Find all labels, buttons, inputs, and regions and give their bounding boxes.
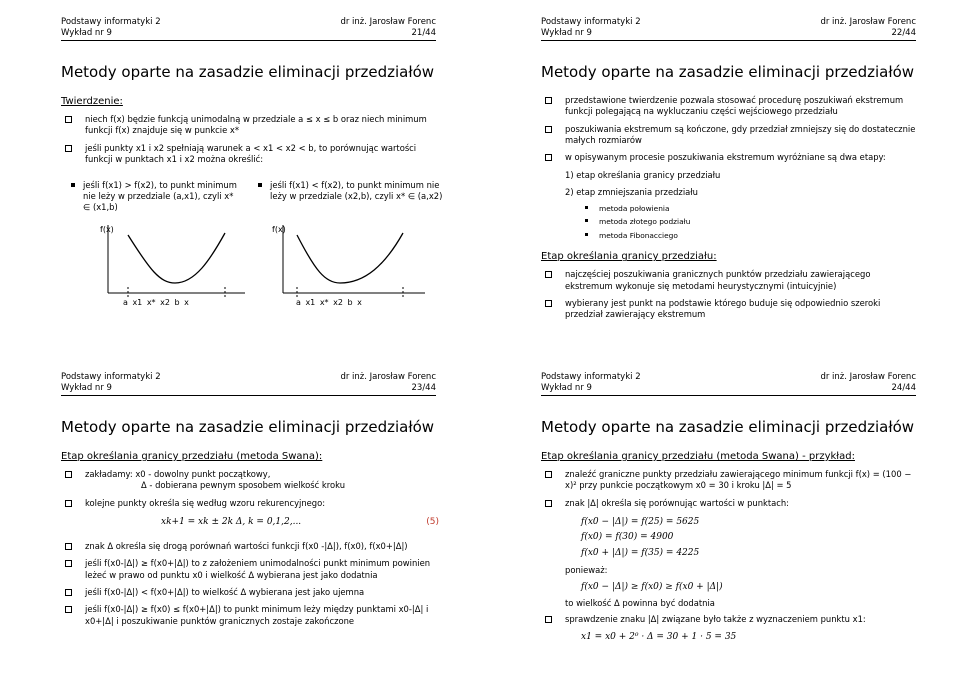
author: dr inż. Jarosław Forenc: [340, 372, 436, 382]
square-bullet-icon: [585, 219, 588, 222]
lecture-number: Wykład nr 9: [61, 383, 112, 393]
author: dr inż. Jarosław Forenc: [820, 17, 916, 27]
page-number: 22/44: [891, 28, 916, 38]
header-rule: [61, 395, 436, 396]
square-bullet-icon: [71, 183, 75, 187]
list-item: jeśli f(x0-|Δ|) < f(x0+|Δ|) to wielkość Δ wybierana jest jako ujemna: [61, 587, 439, 598]
lecture-number: Wykład nr 9: [541, 383, 592, 393]
list-item: poszukiwania ekstremum są kończone, gdy przedział zmniejszy się do dostatecznie małych rozmiarów: [541, 124, 919, 147]
course-name: Podstawy informatyki 2: [541, 372, 641, 382]
list-item: znaleźć graniczne punkty przedziału zawierającego minimum funkcji f(x) = (100 − x)² przy punkcie początkowym x0 = 30 i kroku |Δ| = 5: [541, 469, 919, 492]
subtitle: Twierdzenie:: [61, 96, 123, 107]
graph-xticks: a x1 x* x2 b x: [296, 298, 362, 307]
case-right: jeśli f(x1) < f(x2), to punkt minimum nie leży w przedziale (x2,b), czyli x* ∈ (a,x2): [270, 180, 450, 202]
author: dr inż. Jarosław Forenc: [820, 372, 916, 382]
equation: f(x0 − |Δ|) = f(25) = 5625: [581, 517, 700, 528]
square-bullet-icon: [258, 183, 262, 187]
checkbox-bullet-icon: [65, 589, 72, 596]
method-item: metoda Fibonacciego: [541, 231, 919, 241]
graph-xticks: a x1 x* x2 b x: [123, 298, 189, 307]
list-item: w opisywanym procesie poszukiwania ekstremum wyróżniane są dwa etapy:: [541, 152, 919, 163]
slide-23: [20, 355, 476, 681]
value-equations: [541, 515, 919, 561]
checkbox-bullet-icon: [545, 471, 552, 478]
list-item: znak Δ określa się drogą porównań wartości funkcji f(x0 -|Δ|), f(x0), f(x0+|Δ|): [61, 541, 439, 552]
list-item: jeśli punkty x1 i x2 spełniają warunek a < x1 < x2 < b, to porównując wartości funkcji w punktach x1 i x2 można określić:: [61, 143, 439, 166]
lecture-number: Wykład nr 9: [61, 28, 112, 38]
final-equation: x1 = x0 + 2⁰ · Δ = 30 + 1 · 5 = 35: [581, 631, 737, 642]
graph-ylabel: f(x): [100, 225, 114, 234]
lecture-number: Wykład nr 9: [541, 28, 592, 38]
list-item: niech f(x) będzie funkcją unimodalną w przedziale a ≤ x ≤ b oraz niech minimum funkcji f(x) znajduje się w punkcie x*: [61, 114, 439, 137]
list-item: sprawdzenie znaku |Δ| związane było także z wyznaczeniem punktu x1:: [541, 614, 919, 625]
slide-title: Metody oparte na zasadzie eliminacji przedziałów: [61, 63, 435, 81]
checkbox-bullet-icon: [545, 271, 552, 278]
checkbox-bullet-icon: [545, 97, 552, 104]
slide-content: [61, 95, 439, 171]
slide-21: [20, 0, 476, 326]
checkbox-bullet-icon: [65, 471, 72, 478]
equation: f(x0 + |Δ|) = f(35) = 4225: [581, 547, 700, 558]
checkbox-bullet-icon: [545, 500, 552, 507]
page-number: 24/44: [891, 383, 916, 393]
checkbox-bullet-icon: [65, 145, 72, 152]
page-number: 21/44: [411, 28, 436, 38]
page-number: 23/44: [411, 383, 436, 393]
checkbox-bullet-icon: [65, 560, 72, 567]
author: dr inż. Jarosław Forenc: [340, 17, 436, 27]
slide-22: [500, 0, 956, 326]
result-text: to wielkość Δ powinna być dodatnia: [565, 597, 715, 608]
square-bullet-icon: [585, 206, 588, 209]
header-rule: [541, 40, 916, 41]
square-bullet-icon: [585, 233, 588, 236]
course-name: Podstawy informatyki 2: [61, 372, 161, 382]
slide-title: Metody oparte na zasadzie eliminacji przedziałów: [541, 418, 915, 436]
checkbox-bullet-icon: [545, 300, 552, 307]
list-item: zakładamy: x0 - dowolny punkt początkowy, Δ - dobierana pewnym sposobem wielkość kroku: [61, 469, 439, 492]
checkbox-bullet-icon: [545, 126, 552, 133]
subtitle: Etap określania granicy przedziału (metoda Swana) - przykład:: [541, 451, 855, 462]
method-item: metoda złotego podziału: [541, 217, 919, 227]
inequality: f(x0 − |Δ|) ≥ f(x0) ≥ f(x0 + |Δ|): [581, 581, 723, 592]
list-item: przedstawione twierdzenie pozwala stosować procedurę poszukiwań ekstremum funkcji polegającą na wykluczaniu części wejściowego przedziału: [541, 95, 919, 118]
checkbox-bullet-icon: [65, 116, 72, 123]
slide-content: [541, 95, 919, 327]
checkbox-bullet-icon: [545, 616, 552, 623]
slide-24: [500, 355, 956, 681]
subtitle: Etap określania granicy przedziału:: [541, 251, 717, 263]
slide-content: [541, 450, 919, 643]
course-name: Podstawy informatyki 2: [61, 17, 161, 27]
graph-ylabel: f(x): [272, 225, 286, 234]
slide-title: Metody oparte na zasadzie eliminacji przedziałów: [541, 63, 915, 81]
equation-number: (5): [426, 517, 439, 528]
list-item: jeśli f(x0-|Δ|) ≥ f(x0) ≤ f(x0+|Δ|) to punkt minimum leży między punktami x0-|Δ| i x0+|Δ| i poszukiwanie punktów granicznych zostaje zakończone: [61, 604, 439, 627]
checkbox-bullet-icon: [65, 606, 72, 613]
method-item: metoda połowienia: [541, 204, 919, 214]
stage-2: 2) etap zmniejszania przedziału: [565, 186, 698, 197]
formula-row: [61, 515, 439, 535]
slide-content: [61, 450, 439, 633]
course-name: Podstawy informatyki 2: [541, 17, 641, 27]
equation: f(x0) = f(30) = 4900: [581, 532, 674, 543]
header-rule: [61, 40, 436, 41]
list-item: kolejne punkty określa się według wzoru rekurencyjnego:: [61, 498, 439, 509]
list-item: jeśli f(x0-|Δ|) ≥ f(x0+|Δ|) to z założeniem unimodalności punkt minimum powinien leżeć w prawo od punktu x0 i wielkość Δ wybierana jest jako dodatnia: [61, 558, 439, 581]
stage-1: 1) etap określania granicy przedziału: [565, 169, 721, 180]
slide-title: Metody oparte na zasadzie eliminacji przedziałów: [61, 418, 435, 436]
list-item: najczęściej poszukiwania granicznych punktów przedziału zawierającego ekstremum wykonuje się metodami heurystycznymi (intuicyjnie): [541, 269, 919, 292]
list-item: wybierany jest punkt na podstawie którego buduje się odpowiednio szeroki przedział zawierający ekstremum: [541, 298, 919, 321]
since-label: ponieważ:: [565, 564, 608, 575]
list-item: znak |Δ| określa się porównując wartości w punktach:: [541, 498, 919, 509]
checkbox-bullet-icon: [65, 543, 72, 550]
checkbox-bullet-icon: [65, 500, 72, 507]
recurrence-formula: xk+1 = xk ± 2k Δ, k = 0,1,2,...: [161, 517, 302, 528]
subtitle: Etap określania granicy przedziału (metoda Swana):: [61, 451, 323, 462]
case-left: jeśli f(x1) > f(x2), to punkt minimum nie leży w przedziale (a,x1), czyli x* ∈ (x1,b): [83, 180, 243, 213]
checkbox-bullet-icon: [545, 154, 552, 161]
header-rule: [541, 395, 916, 396]
